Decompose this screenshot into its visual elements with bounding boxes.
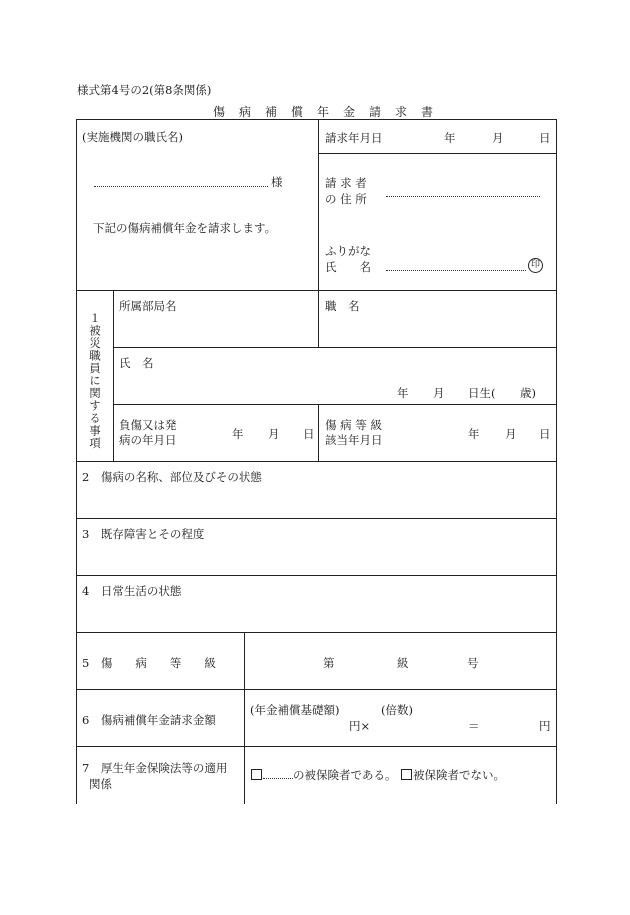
grade-go: 号 — [467, 656, 479, 670]
section7-label-line2: 関係 — [89, 777, 112, 791]
claimant-address-label-line1: 請 求 者 — [325, 176, 367, 190]
row-divider — [76, 575, 556, 576]
claimant-address-label-line2: の 住 所 — [325, 192, 367, 206]
department-label: 所属部局名 — [119, 299, 177, 313]
section3-label: 3 既存障害とその程度 — [82, 527, 205, 541]
birth-year: 年 — [397, 386, 409, 400]
insured-option — [251, 767, 397, 783]
request-statement: 下記の傷病補償年金を請求します。 — [93, 221, 277, 235]
grade-date-label-line2: 該当年月日 — [325, 433, 383, 447]
injury-month: 月 — [268, 427, 280, 441]
grade-dai: 第 — [323, 656, 335, 670]
yen-times: 円× — [349, 719, 371, 733]
injury-date-label-line2: 病の年月日 — [119, 433, 177, 447]
birth-day: 日生( — [468, 386, 496, 400]
grade-month: 月 — [505, 427, 517, 441]
insured-text: の被保険者である。 — [293, 768, 397, 782]
birth-month: 月 — [433, 386, 445, 400]
section4-label: 4 日常生活の状態 — [82, 584, 182, 598]
claimant-address-field[interactable] — [386, 196, 540, 197]
section1-vertical-label: １被災職員に関する事項 — [88, 312, 102, 450]
table-border-top — [76, 119, 556, 120]
grade-date-label-line1: 傷 病 等 級 — [325, 418, 382, 432]
row-divider — [76, 461, 556, 462]
injury-year: 年 — [232, 427, 244, 441]
section7-label-line1: 7 厚生年金保険法等の適用 — [82, 761, 228, 775]
equals-sign: ＝ — [468, 719, 480, 733]
request-date-month: 月 — [492, 131, 504, 145]
section6-label: 6 傷病補償年金請求金額 — [82, 713, 216, 727]
section5-label: 5 傷 病 等 級 — [82, 656, 216, 670]
request-date-label: 請求年月日 — [325, 131, 383, 145]
multiplier-label: (倍数) — [381, 703, 413, 717]
col-divider — [318, 404, 319, 461]
seal-icon: 印 — [528, 258, 543, 273]
col-divider — [318, 290, 319, 347]
base-amount-label: (年金補償基礎額) — [250, 703, 340, 717]
row-divider — [318, 153, 556, 154]
injury-day: 日 — [303, 427, 315, 441]
insurance-type-field[interactable] — [263, 768, 293, 779]
not-insured-text: 被保険者でない。 — [413, 768, 505, 782]
grade-year: 年 — [468, 427, 480, 441]
grade-day: 日 — [539, 427, 551, 441]
not-insured-checkbox[interactable] — [401, 769, 412, 780]
section2-label: 2 傷病の名称、部位及びその状態 — [82, 470, 262, 484]
row-divider — [113, 347, 556, 348]
col-divider — [244, 632, 245, 804]
injury-date-label-line1: 負傷又は発 — [119, 418, 177, 432]
col-divider — [113, 290, 114, 461]
row-divider — [76, 518, 556, 519]
grade-kyu: 級 — [397, 656, 409, 670]
row-divider — [76, 632, 556, 633]
request-date-day: 日 — [539, 131, 551, 145]
furigana-label: ふりがな — [325, 244, 371, 258]
table-border-right — [556, 119, 557, 804]
yen-total: 円 — [539, 719, 551, 733]
request-date-year: 年 — [444, 131, 456, 145]
employee-name-label: 氏 名 — [119, 356, 154, 370]
insured-checkbox[interactable] — [251, 769, 262, 780]
agency-name-field[interactable] — [94, 186, 268, 187]
age: 歳) — [520, 386, 536, 400]
form-number: 様式第4号の2(第8条関係) — [77, 83, 212, 97]
col-divider — [318, 119, 319, 290]
position-label: 職 名 — [325, 299, 360, 313]
honorific: 様 — [271, 175, 283, 189]
claimant-name-field[interactable] — [386, 270, 526, 271]
row-divider — [76, 689, 556, 690]
row-divider — [76, 290, 556, 291]
table-border-left — [76, 119, 77, 804]
claimant-name-label: 氏 名 — [325, 260, 371, 274]
row-divider — [113, 404, 556, 405]
row-divider — [76, 746, 556, 747]
form-title: 傷 病 補 償 年 金 請 求 書 — [213, 105, 435, 119]
agency-label: (実施機関の職氏名) — [82, 130, 183, 144]
not-insured-option — [401, 767, 505, 783]
